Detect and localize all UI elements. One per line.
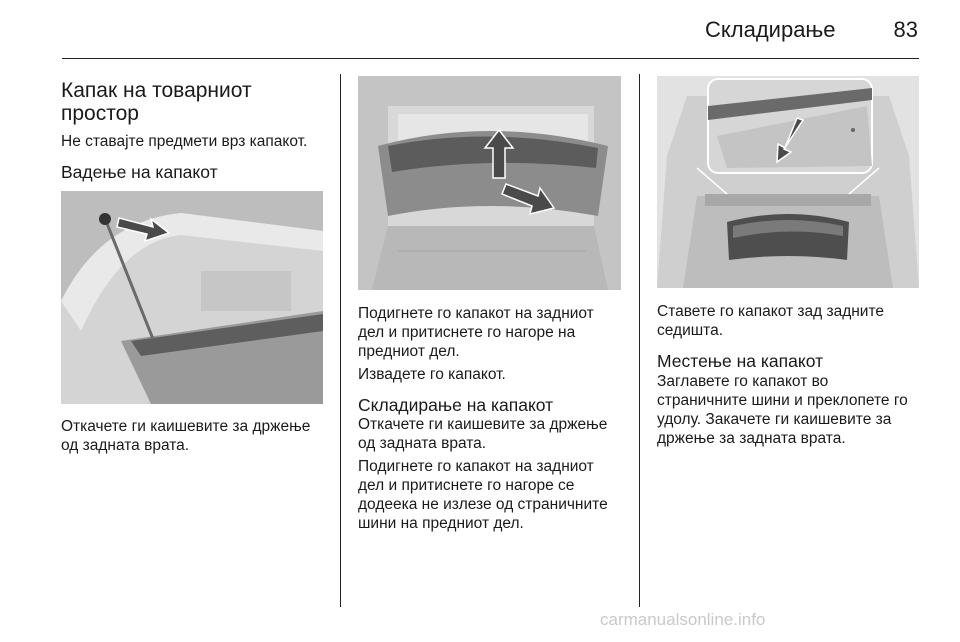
subheading-removal: Вадење на капакот [61,162,218,182]
col2-para1-line-3: предниот дел. [358,343,460,360]
running-header-title: Складирање [705,17,836,42]
col2-para1-line-1: Подигнете го капакот на задниот [358,305,594,322]
figure-strap-release [61,191,323,404]
col2-para4-line-4: шини на предниот дел. [358,515,524,532]
col3-caption-line-1: Ставете го капакот зад задните [657,303,885,320]
col3-para-line-3: удолу. Закачете ги каишевите за [657,411,892,428]
col2-para1-line-2: дел и притиснете го нагоре на [358,324,576,341]
subheading-fitting: Местење на капакот [657,351,824,371]
section-heading-line-1: Капак на товарниот [61,79,252,102]
col3-para-line-1: Заглавете го капакот во [657,373,829,390]
page-number: 83 [893,17,918,42]
col3-para-line-2: страничните шини и преклопете го [657,392,908,409]
col2-para4-line-3: додеека не излезе од страничните [358,496,608,513]
caption-line-1: Откачете ги каишевите за држење [61,418,311,435]
section-heading-line-2: простор [61,102,139,125]
col3-caption-line-2: седишта. [657,322,724,339]
caption-line-2: од задната врата. [61,437,190,454]
intro-warning: Не ставајте предмети врз капакот. [61,133,308,150]
col2-para4-line-1: Подигнете го капакот на задниот [358,458,594,475]
col2-para3-line-1: Откачете ги каишевите за држење [358,416,608,433]
header-rule [62,58,919,59]
figure-cover-stow [657,76,919,288]
col2-para2: Извадете го капакот. [358,366,506,383]
watermark: carmanualsonline.info [600,610,766,629]
column-divider-1 [340,74,341,607]
col2-para3-line-2: од задната врата. [358,435,487,452]
col2-para4-line-2: дел и притиснете го нагоре се [358,477,575,494]
column-divider-2 [639,74,640,607]
figure-cover-lift [358,76,621,290]
col3-para-line-4: држење за задната врата. [657,430,846,447]
subheading-storage: Складирање на капакот [358,395,554,415]
